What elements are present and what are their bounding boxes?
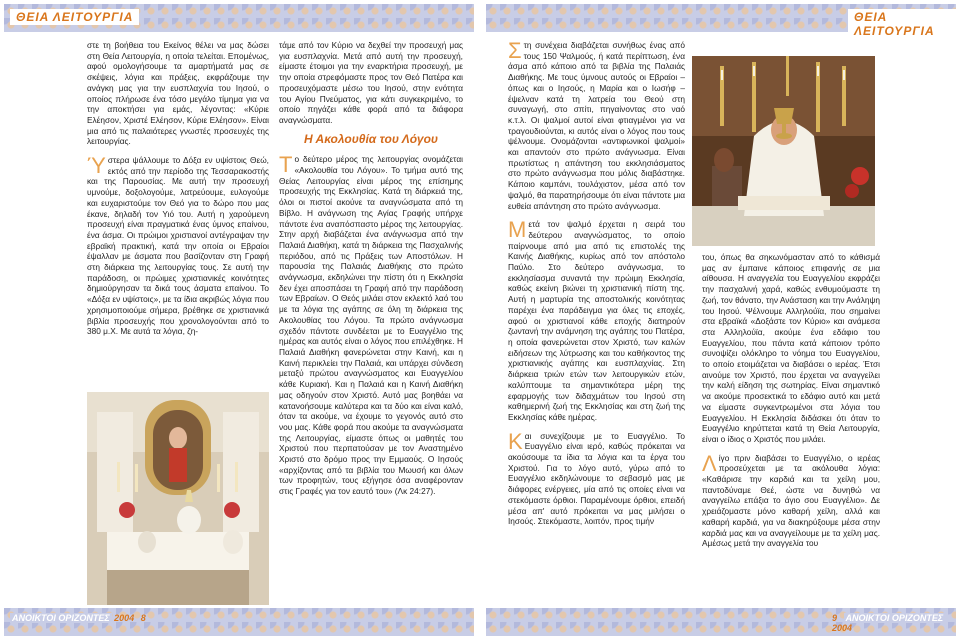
drop-cap: Ύ (87, 153, 106, 179)
magazine-brand: ΑΝΟΙΚΤΟΙ ΟΡΙΖΟΝΤΕΣ (845, 613, 944, 623)
drop-cap: Μ (508, 217, 527, 243)
issue-year: 2004 (832, 623, 853, 633)
footer-left (10, 613, 146, 623)
page-number: 9 (832, 613, 838, 623)
column-2 (279, 40, 463, 497)
priest-image (692, 56, 875, 246)
col3-paragraph-2: Μετά τον ψαλμό έρχεται η σειρά του δεύτερου αναγνώσματος, το οποίο παίρνουμε από μια από τις επιστολές της Καινής Διαθήκης, κυρίως από τον απόστολο Παύλο. Στο δεύτερο ανάγνωσμα, το εκκλησίασμα συναντά την πρώιμη Εκκλησία, καθώς εκείνη βιώνει τη χριστιανική πίστη της. Αυτή η μαρτυρία της αποστολικής κοινότητας παρέχει ένα παράδειγμα για όλες τις εποχές, αφού οι χριστιανοί κάθε εποχής διατηρούν ζωντανή την ανάμνηση της αγάπης του Πατέρα, η οποία φανερώνεται στον Χριστό, των καλών ειδήσεων της λύτρωσης και του καθήκοντος της χριστιανικής αγάπης και ευσπλαχνίας. Στη διάρκεια τριών ετών των λειτουργικών ετών, καλύπτουμε τα σημαντικότερα μέρη της εφαρμογής των διδαχμάτων του Ιησού στη καθημερινή ζωή της Εκκλησίας και στη ζωή της Εκκλησίας κάθε ημέρας. (508, 217, 685, 422)
footer-right (832, 613, 960, 633)
column-4 (702, 252, 880, 549)
photo-priest-chalice (692, 56, 875, 246)
col1-paragraph-1: στε τη βοήθεια του Εκείνος θέλει να μας δώσει στη Θεία Λειτουργία, η οποία τελείται. Επομένως, αφού ομολογήσουμε τα αμαρτήματά μας σε σκέψεις, λόγια και πράξεις, εκφράζουμε την ανάγκη μας για την ευσπλαχνία του Ιησού, ο οποίος πλήρωσε ένα τόσο μεγάλο τίμημα για να την αποκτήσει για εμάς, λέγοντας: «Κύριε Ελέησον, Χριστέ Ελέησον, Κύριε Ελέησον». Είναι μια από τις παλαιότερες γνωστές προσευχές της λειτουργίας. (87, 40, 269, 147)
col2-paragraph-1: τάμε από τον Κύριο να δεχθεί την προσευχή μας για ευσπλαχνία. Μετά από αυτή την προσευχή, είμαστε έτοιμοι για την εναρκτήρια προσευχή, με την οποία στρεφόμαστε προς τον Θεό Πατέρα και προσευχόμαστε μέσω του Ιησού, στην ενότητα του Αγίου Πνεύματος, για κάτι συγκεκριμένο, το οποίο πηγάζει κάθε φορά από τα διάφορα αναγνώσματα. (279, 40, 463, 125)
photo-church-altar (87, 392, 269, 605)
drop-cap: Σ (508, 38, 522, 63)
subheading-liturgy-of-word: Η Ακολουθία του Λόγου (303, 131, 439, 146)
drop-cap: Λ (702, 450, 717, 476)
drop-cap: Κ (508, 428, 523, 454)
page-number: 8 (140, 613, 146, 623)
altar-image (87, 392, 269, 605)
drop-cap: Τ (279, 152, 293, 178)
col4-paragraph-1: του, όπως θα σηκωνόμασταν από το κάθισμά μας αν έμπαινε κάποιος επιφανής σε μια αίθουσα. Η αναγγελία του Ευαγγελίου εκφράζει την πασχαλινή χαρά, καθώς ενθυμούμαστε τη ζωή, τον θάνατο, την Ανάσταση και την Ανάληψη του Ιησού. Ψέλνουμε Αλληλούϊα, που σημαίνει στα εβραϊκά «Δοξάστε τον Κύριο» και ανάμεσα στα Αλληλούϊα, ακούμε ένα εδάφιο του Ευαγγελίου, που πάντα κατά κάποιον τρόπο συνοψίζει ολόκληρο το νόημα του Ευαγγελίου, το οποίο ετοιμάζεται να διαβάσει ο ιερέας. Έτσι αινούμε τον Χριστό, που έρχεται να αναγγείλει την καλή είδηση της σωτηρίας. Είναι σημαντικό να ακούμε προσεκτικά το εδάφιο αυτό και μετά να είμαστε συγκεντρωμένοι στα λόγια του Ευαγγελίου. Η Εκκλησία διδάσκει ότι όταν το Ευαγγέλιο κηρύττεται κατά τη Θεία Λειτουργία, είναι ο ίδιος ο Χριστός που μιλάει. (702, 252, 880, 444)
issue-year: 2004 (114, 613, 135, 623)
col1-paragraph-2: Ύστερα ψάλλουμε το Δόξα εν υψίστοις Θεώ, εκτός από την περίοδο της Τεσσαρακοστής και της Παρουσίας. Με αυτή την προσευχή υμνούμε, δοξολογούμε, λατρεύουμε, ευλογούμε και ευχαριστούμε τον Θεό για το δώρο που μας έκανε, δηλαδή τον Υιό του. Αυτή η χαρούμενη προσευχή είναι πραγματικά ένας ύμνος επαίνου, ένα άσμα. Οι πρώιμοι χριστιανοί αντέγραψαν την εβραϊκή πρακτική, κατά την οποία οι Εβραίοι έψαλλαν με άσματα που βασίζονταν στη Γραφή στη διάρκεια της λειτουργίας τους. Σε αυτή την παράδοση, οι πρώιμες χριστιανικές κοινότητες δημιούργησαν τα δικά τους άσματα επαίνου. Το «Δόξα εν υψίστοις», με τα ίδια ακριβώς λόγια που χρησιμοποιούμε σήμερα, βρέθηκε σε χριστιανικά βιβλία προσευχής που χρονολογούνται από το 380 μ.Χ. Με αυτά τα λόγια, ζη- (87, 153, 269, 337)
col3-paragraph-3: Και συνεχίζουμε με το Ευαγγέλιο. Το Ευαγγέλιο είναι ιερό, καθώς πρόκειται να ακούσουμε τα ίδια τα λόγια και τα έργα του Χριστού. Για το λόγο αυτό, γύρω από το Ευαγγέλιο εκδηλώνουμε το σεβασμό μας με διάφορες ενέργειες, μία από τις οποίες είναι να στεκόμαστε όρθιοι. Παραμένουμε όρθιοι, επειδή μέσα απ' αυτό πρόκειται να μας μιλήσει ο Ιησούς. Στεκόμαστε, λοιπόν, προς τιμήν (508, 428, 685, 527)
col3-paragraph-1: Στη συνέχεια διαβάζεται συνήθως ένας από τους 150 Ψαλμούς, ή κατά περίπτωση, ένα άσμα από κάποιο από τα βιβλία της Παλαιάς Διαθήκης. Με τους ύμνους αυτούς οι Εβραίοι – όπως και ο Ιησούς, η Μαρία και ο Ιωσήφ – έψελναν κατά τη λατρεία του Θεού στη συναγωγή, στο σπίτι, πηγαίνοντας στο ναό κ.τ.λ. Οι ψαλμοί αυτοί είναι φτιαγμένοι για να τραγουδιούνται, κι αυτός είναι ο λόγος που τους ψέλνουμε. Ονομάζονται «αντιφωνικοί ψαλμοί» και απαντούν στο πρώτο ανάγνωσμα. Είναι πρωτίστως η απάντηση του εκκλησιάσματος στο πρώτο ανάγνωσμα που μόλις διαβάστηκε. Κάποιο καμπάνι, τουλάχιστον, μέσα από τον ψαλμό, θα παρατηρήσουμε ότι είναι πάντοτε μια ευθεία απάντηση στο πρώτο ανάγνωσμα. (508, 38, 685, 211)
col2-paragraph-2: Το δεύτερο μέρος της λειτουργίας ονομάζεται «Ακολουθία του Λόγου». Το τμήμα αυτό της Θείας Λειτουργίας είναι μέρος της επίσημης προσευχής της Εκκλησίας. Κατά τη διάρκειά της, όλοι οι πιστοί ακούνε τα αναγνώσματα από τη Βίβλο. Η ανάγνωση της Αγίας Γραφής υπήρχε πάντοτε ένα αναπόσπαστο μέρος της λειτουργίας. Στην αρχή διαβάζεται ένα ανάγνωσμα από την Παλαιά Διαθήκη, κατά τη διάρκεια της Πασχαλινής περιόδου, από τις Πράξεις των Αποστόλων. Η παρουσία της Παλαιάς Διαθήκης στο πρώτο ανάγνωσμα, εκδηλώνει την πίστη ότι η Εκκλησία δεν έχει αποσπάσει τη Γραφή από την παράδοση των Εβραίων. Ο Θεός μιλάει στον εκλεκτό λαό του με τα λόγια της αγάπης σε όλη τη διάρκεια της Ακολουθίας του Λόγου. Τα πρώτο ανάγνωσμα σχεδόν πάντοτε συνδέεται με το Ευαγγέλιο της ημέρας και αυτός είναι ο λόγος που επιλέχθηκε. Η Παλαιά Διαθήκη φανερώνεται στην Καινή, και η Καινή περικλείει την Παλαιά, και υπάρχει σύνδεση μεταξύ πρώτου αναγνώσματος και Ευαγγελίου κάθε Κυριακή. Και η Παλαιά και η Καινή Διαθήκη μας οδηγούν στον Χριστό. Αυτό μας βοηθάει να κατανοήσουμε καλύτερα και τα δύο και είναι καλό, όταν τα ακούμε, να έχουμε το γεγονός αυτό στο νου μας. Κάθε φορά που ακούμε τα αναγνώσματα της Λειτουργίας, είμαστε όπως οι μαθητές του Χριστού που περπατούσαν με τον Αναστημένο Χριστό στο δρόμο προς την Εμμαούς. Ο Ιησούς «αρχίζοντας από τα βιβλία του Μωυσή και όλων των προφητών, τους εξήγησε όσα αναφέρονταν στις Γραφές για τον εαυτό του» (Λκ 24:27). (279, 152, 463, 497)
magazine-brand: ΑΝΟΙΚΤΟΙ ΟΡΙΖΟΝΤΕΣ (12, 613, 110, 623)
section-title-left: ΘΕΙΑ ΛΕΙΤΟΥΡΓΙΑ (10, 9, 139, 25)
column-3 (508, 40, 685, 527)
column-1 (87, 40, 269, 337)
col4-paragraph-2: Λίγο πριν διαβάσει το Ευαγγέλιο, ο ιερέας προσεύχεται με τα ακόλουθα λόγια: «Καθάρισε την καρδιά και τα χείλη μου, παντοδύναμε Θεέ, ώστε να δυνηθώ να αναγγείλω επάξια το άγιο σου Ευαγγέλιο». Δε χρειάζομαστε μόνο καθαρή χείλη, αλλά και καθαρή καρδιά, για να διακηρύξουμε μέσα στην καρδιά μας και να αναγγείλουμε με τα χείλη μας. Αμέσως μετά την αναγγελία του (702, 450, 880, 549)
section-title-right: ΘΕΙΑ ΛΕΙΤΟΥΡΓΙΑ (848, 9, 960, 39)
